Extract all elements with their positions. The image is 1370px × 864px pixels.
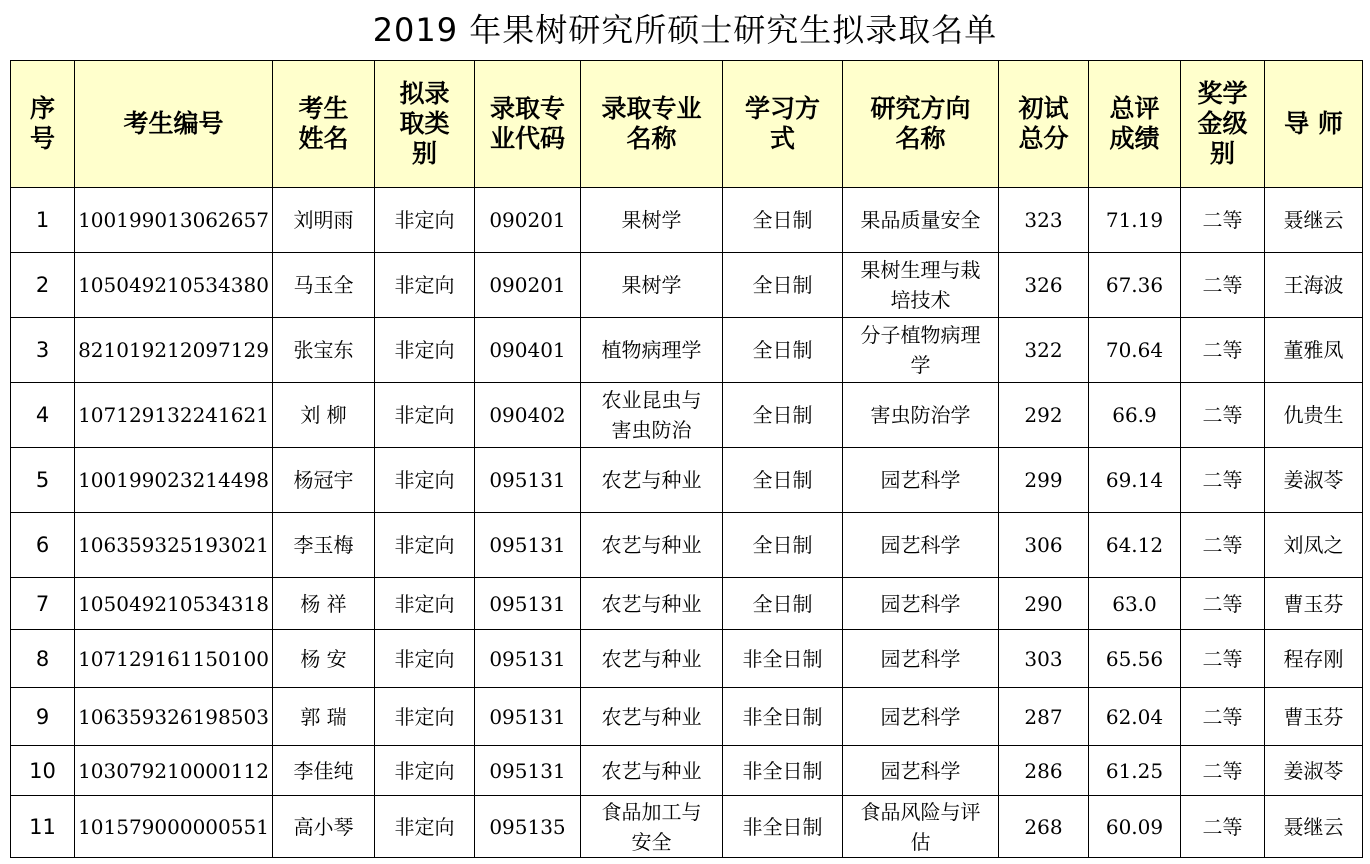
table-row xyxy=(11,630,1363,688)
cell-candidate-id xyxy=(75,448,273,513)
cell-candidate-id xyxy=(75,688,273,746)
cell-text: 65.56 xyxy=(1105,646,1164,671)
cell-supervisor xyxy=(1265,746,1363,796)
cell-major-code xyxy=(475,746,581,796)
cell-text: 园艺科学 xyxy=(880,758,961,783)
cell-research-direction xyxy=(843,688,999,746)
cell-text: 董雅凤 xyxy=(1283,338,1344,362)
table-row xyxy=(11,383,1363,448)
cell-text: 非全日制 xyxy=(742,758,823,783)
cell-text: 非定向 xyxy=(394,591,455,616)
cell-text: 全日制 xyxy=(752,533,813,557)
cell-major-code xyxy=(475,578,581,630)
cell-study-mode xyxy=(723,253,843,318)
cell-text: 69.14 xyxy=(1105,468,1164,492)
cell-text: 非全日制 xyxy=(742,814,823,839)
cell-text: 11 xyxy=(29,814,56,839)
cell-text: 张宝东 xyxy=(293,338,354,362)
cell-text: 292 xyxy=(1024,403,1063,427)
cell-scholarship xyxy=(1181,318,1265,383)
cell-text: 曹玉芬 xyxy=(1283,591,1344,616)
cell-text: 农艺与种业 xyxy=(601,758,702,783)
cell-text: 二等 xyxy=(1202,533,1243,557)
cell-text: 2 xyxy=(35,273,50,297)
cell-text: 二等 xyxy=(1202,704,1243,729)
cell-text: 二等 xyxy=(1202,403,1243,427)
column-header-candidate-id: 考生编号 xyxy=(75,61,273,188)
cell-initial-score xyxy=(999,630,1089,688)
cell-major-name xyxy=(581,796,723,858)
cell-text: 李玉梅 xyxy=(293,533,354,557)
cell-text: 分子植物病理 学 xyxy=(860,323,981,377)
cell-major-code xyxy=(475,318,581,383)
cell-text: 聂继云 xyxy=(1283,208,1344,232)
cell-name xyxy=(273,630,375,688)
cell-text: 农业昆虫与 害虫防治 xyxy=(601,388,702,442)
cell-major-code xyxy=(475,448,581,513)
cell-name xyxy=(273,746,375,796)
cell-scholarship xyxy=(1181,513,1265,578)
cell-text: 268 xyxy=(1024,814,1063,839)
cell-text: 71.19 xyxy=(1105,208,1164,232)
cell-major-code xyxy=(475,630,581,688)
cell-text: 园艺科学 xyxy=(880,591,961,616)
cell-major-name xyxy=(581,448,723,513)
cell-index xyxy=(11,188,75,253)
cell-initial-score xyxy=(999,746,1089,796)
cell-text: 105049210534318 xyxy=(78,591,269,616)
cell-text: 姜淑苓 xyxy=(1283,758,1344,783)
cell-text: 园艺科学 xyxy=(880,533,961,557)
page-title: 2019 年果树研究所硕士研究生拟录取名单 xyxy=(372,11,998,49)
table-row xyxy=(11,746,1363,796)
cell-text: 农艺与种业 xyxy=(601,646,702,671)
cell-text: 二等 xyxy=(1202,646,1243,671)
cell-text: 095131 xyxy=(489,591,566,616)
cell-research-direction xyxy=(843,746,999,796)
cell-text: 农艺与种业 xyxy=(601,533,702,557)
cell-study-mode xyxy=(723,578,843,630)
cell-text: 非定向 xyxy=(394,338,455,362)
cell-text: 全日制 xyxy=(752,273,813,297)
cell-text: 5 xyxy=(35,468,50,492)
cell-scholarship xyxy=(1181,578,1265,630)
cell-text: 二等 xyxy=(1202,758,1243,783)
cell-initial-score xyxy=(999,578,1089,630)
cell-candidate-id xyxy=(75,513,273,578)
cell-major-name xyxy=(581,746,723,796)
cell-overall-score xyxy=(1089,253,1181,318)
cell-major-code xyxy=(475,383,581,448)
cell-text: 非定向 xyxy=(394,208,455,232)
cell-text: 090402 xyxy=(489,403,566,427)
cell-text: 刘明雨 xyxy=(293,208,354,232)
cell-study-mode xyxy=(723,513,843,578)
cell-major-name xyxy=(581,318,723,383)
cell-text: 290 xyxy=(1024,591,1063,616)
cell-overall-score xyxy=(1089,630,1181,688)
cell-major-code xyxy=(475,188,581,253)
column-header-initial-score: 初试 总分 xyxy=(999,61,1089,188)
cell-text: 107129161150100 xyxy=(78,646,269,671)
cell-overall-score xyxy=(1089,796,1181,858)
cell-text: 全日制 xyxy=(752,403,813,427)
cell-initial-score xyxy=(999,318,1089,383)
cell-scholarship xyxy=(1181,383,1265,448)
cell-text: 4 xyxy=(35,403,50,427)
cell-text: 095131 xyxy=(489,758,566,783)
cell-admission-type xyxy=(375,448,475,513)
cell-candidate-id xyxy=(75,796,273,858)
cell-text: 095131 xyxy=(489,533,566,557)
cell-text: 非定向 xyxy=(394,646,455,671)
cell-text: 农艺与种业 xyxy=(601,704,702,729)
cell-supervisor xyxy=(1265,796,1363,858)
cell-text: 非全日制 xyxy=(742,646,823,671)
cell-overall-score xyxy=(1089,746,1181,796)
cell-text: 10 xyxy=(29,758,56,783)
cell-overall-score xyxy=(1089,448,1181,513)
cell-research-direction xyxy=(843,578,999,630)
cell-text: 66.9 xyxy=(1112,403,1157,427)
cell-text: 非全日制 xyxy=(742,704,823,729)
cell-text: 1 xyxy=(35,208,50,232)
cell-text: 090201 xyxy=(489,208,566,232)
cell-initial-score xyxy=(999,253,1089,318)
cell-text: 821019212097129 xyxy=(78,338,269,362)
cell-admission-type xyxy=(375,630,475,688)
cell-text: 郭 瑞 xyxy=(300,704,347,729)
column-header-overall-score: 总评 成绩 xyxy=(1089,61,1181,188)
cell-study-mode xyxy=(723,746,843,796)
cell-name xyxy=(273,513,375,578)
table-row xyxy=(11,513,1363,578)
cell-text: 刘凤之 xyxy=(1283,533,1344,557)
cell-admission-type xyxy=(375,383,475,448)
cell-text: 二等 xyxy=(1202,814,1243,839)
cell-index xyxy=(11,746,75,796)
cell-text: 非定向 xyxy=(394,468,455,492)
cell-scholarship xyxy=(1181,253,1265,318)
cell-scholarship xyxy=(1181,188,1265,253)
table-row xyxy=(11,448,1363,513)
cell-text: 高小琴 xyxy=(293,814,354,839)
cell-text: 322 xyxy=(1024,338,1063,362)
cell-text: 食品风险与评 估 xyxy=(860,799,981,854)
cell-name xyxy=(273,188,375,253)
admission-table xyxy=(10,60,1363,858)
cell-text: 106359325193021 xyxy=(78,533,269,557)
cell-text: 食品加工与 安全 xyxy=(601,799,702,854)
cell-text: 67.36 xyxy=(1105,273,1164,297)
cell-index xyxy=(11,688,75,746)
cell-overall-score xyxy=(1089,188,1181,253)
cell-candidate-id xyxy=(75,318,273,383)
cell-text: 杨 安 xyxy=(300,646,347,671)
cell-research-direction xyxy=(843,188,999,253)
cell-initial-score xyxy=(999,796,1089,858)
cell-text: 果树生理与栽 培技术 xyxy=(860,258,981,312)
column-header-major-name: 录取专业 名称 xyxy=(581,61,723,188)
cell-supervisor xyxy=(1265,188,1363,253)
cell-major-name xyxy=(581,513,723,578)
cell-text: 非定向 xyxy=(394,403,455,427)
cell-text: 仇贵生 xyxy=(1283,403,1344,427)
cell-text: 100199023214498 xyxy=(78,468,269,492)
cell-index xyxy=(11,513,75,578)
cell-text: 刘 柳 xyxy=(300,403,347,427)
cell-candidate-id xyxy=(75,253,273,318)
cell-text: 64.12 xyxy=(1105,533,1164,557)
cell-text: 曹玉芬 xyxy=(1283,704,1344,729)
cell-major-code xyxy=(475,513,581,578)
table-row xyxy=(11,188,1363,253)
cell-major-name xyxy=(581,253,723,318)
cell-text: 全日制 xyxy=(752,468,813,492)
cell-text: 326 xyxy=(1024,273,1063,297)
cell-study-mode xyxy=(723,318,843,383)
cell-candidate-id xyxy=(75,578,273,630)
cell-text: 100199013062657 xyxy=(78,208,269,232)
cell-candidate-id xyxy=(75,746,273,796)
cell-research-direction xyxy=(843,796,999,858)
cell-supervisor xyxy=(1265,383,1363,448)
cell-text: 全日制 xyxy=(752,208,813,232)
cell-text: 程存刚 xyxy=(1283,646,1344,671)
cell-text: 6 xyxy=(35,533,50,557)
cell-overall-score xyxy=(1089,513,1181,578)
cell-text: 299 xyxy=(1024,468,1063,492)
cell-text: 090201 xyxy=(489,273,566,297)
cell-text: 二等 xyxy=(1202,208,1243,232)
cell-index xyxy=(11,630,75,688)
cell-supervisor xyxy=(1265,253,1363,318)
cell-text: 李佳纯 xyxy=(293,758,354,783)
cell-admission-type xyxy=(375,318,475,383)
cell-text: 61.25 xyxy=(1105,758,1164,783)
cell-text: 非定向 xyxy=(394,533,455,557)
cell-scholarship xyxy=(1181,796,1265,858)
cell-index xyxy=(11,253,75,318)
cell-text: 非定向 xyxy=(394,814,455,839)
cell-study-mode xyxy=(723,188,843,253)
cell-overall-score xyxy=(1089,318,1181,383)
cell-text: 园艺科学 xyxy=(880,704,961,729)
cell-text: 王海波 xyxy=(1283,273,1344,297)
cell-text: 103079210000112 xyxy=(78,758,269,783)
cell-initial-score xyxy=(999,513,1089,578)
cell-text: 果树学 xyxy=(621,208,682,232)
cell-admission-type xyxy=(375,578,475,630)
table-row xyxy=(11,796,1363,858)
cell-text: 095135 xyxy=(489,814,566,839)
cell-supervisor xyxy=(1265,578,1363,630)
cell-candidate-id xyxy=(75,630,273,688)
cell-text: 姜淑苓 xyxy=(1283,468,1344,492)
cell-overall-score xyxy=(1089,688,1181,746)
column-header-study-mode: 学习方 式 xyxy=(723,61,843,188)
cell-research-direction xyxy=(843,383,999,448)
cell-scholarship xyxy=(1181,448,1265,513)
cell-research-direction xyxy=(843,630,999,688)
cell-text: 二等 xyxy=(1202,273,1243,297)
cell-text: 303 xyxy=(1024,646,1063,671)
cell-text: 095131 xyxy=(489,704,566,729)
column-header-admission-type: 拟录 取类 别 xyxy=(375,61,475,188)
cell-supervisor xyxy=(1265,688,1363,746)
cell-text: 植物病理学 xyxy=(601,338,702,362)
cell-supervisor xyxy=(1265,318,1363,383)
cell-name xyxy=(273,318,375,383)
column-header-supervisor: 导 师 xyxy=(1265,61,1363,188)
cell-candidate-id xyxy=(75,383,273,448)
cell-scholarship xyxy=(1181,746,1265,796)
column-header-research-direction: 研究方向 名称 xyxy=(843,61,999,188)
cell-study-mode xyxy=(723,448,843,513)
cell-text: 63.0 xyxy=(1112,591,1157,616)
cell-index xyxy=(11,796,75,858)
cell-major-name xyxy=(581,688,723,746)
cell-admission-type xyxy=(375,688,475,746)
table-row xyxy=(11,578,1363,630)
cell-text: 9 xyxy=(35,704,50,729)
cell-text: 害虫防治学 xyxy=(870,403,971,427)
cell-initial-score xyxy=(999,383,1089,448)
cell-major-name xyxy=(581,383,723,448)
cell-index xyxy=(11,318,75,383)
column-header-scholarship: 奖学 金级 别 xyxy=(1181,61,1265,188)
cell-text: 杨冠宇 xyxy=(293,468,354,492)
cell-research-direction xyxy=(843,448,999,513)
cell-text: 090401 xyxy=(489,338,566,362)
cell-admission-type xyxy=(375,746,475,796)
cell-text: 62.04 xyxy=(1105,704,1164,729)
cell-text: 杨 祥 xyxy=(300,591,347,616)
cell-index xyxy=(11,448,75,513)
cell-text: 聂继云 xyxy=(1283,814,1344,839)
column-header-name: 考生 姓名 xyxy=(273,61,375,188)
cell-text: 二等 xyxy=(1202,591,1243,616)
cell-index xyxy=(11,578,75,630)
cell-text: 二等 xyxy=(1202,468,1243,492)
cell-text: 园艺科学 xyxy=(880,468,961,492)
cell-text: 农艺与种业 xyxy=(601,591,702,616)
cell-study-mode xyxy=(723,383,843,448)
cell-name xyxy=(273,383,375,448)
cell-text: 60.09 xyxy=(1105,814,1164,839)
table-row xyxy=(11,688,1363,746)
cell-name xyxy=(273,688,375,746)
cell-text: 287 xyxy=(1024,704,1063,729)
cell-name xyxy=(273,796,375,858)
column-header-major-code: 录取专 业代码 xyxy=(475,61,581,188)
cell-initial-score xyxy=(999,688,1089,746)
cell-research-direction xyxy=(843,513,999,578)
cell-study-mode xyxy=(723,630,843,688)
cell-index xyxy=(11,383,75,448)
cell-text: 107129132241621 xyxy=(78,403,269,427)
cell-text: 106359326198503 xyxy=(78,704,269,729)
cell-supervisor xyxy=(1265,630,1363,688)
cell-scholarship xyxy=(1181,688,1265,746)
cell-study-mode xyxy=(723,796,843,858)
cell-name xyxy=(273,448,375,513)
cell-text: 095131 xyxy=(489,468,566,492)
cell-text: 286 xyxy=(1024,758,1063,783)
cell-admission-type xyxy=(375,513,475,578)
column-header-index: 序 号 xyxy=(11,61,75,188)
cell-admission-type xyxy=(375,188,475,253)
cell-overall-score xyxy=(1089,578,1181,630)
cell-major-name xyxy=(581,630,723,688)
cell-text: 7 xyxy=(35,591,50,616)
cell-initial-score xyxy=(999,448,1089,513)
cell-research-direction xyxy=(843,318,999,383)
cell-name xyxy=(273,253,375,318)
cell-major-name xyxy=(581,578,723,630)
cell-text: 70.64 xyxy=(1105,338,1164,362)
cell-text: 095131 xyxy=(489,646,566,671)
cell-text: 全日制 xyxy=(752,591,813,616)
cell-text: 园艺科学 xyxy=(880,646,961,671)
cell-text: 323 xyxy=(1024,208,1063,232)
cell-text: 农艺与种业 xyxy=(601,468,702,492)
table-row xyxy=(11,318,1363,383)
cell-text: 非定向 xyxy=(394,704,455,729)
cell-major-code xyxy=(475,253,581,318)
cell-major-code xyxy=(475,796,581,858)
cell-text: 马玉全 xyxy=(293,273,354,297)
cell-major-code xyxy=(475,688,581,746)
cell-text: 3 xyxy=(35,338,50,362)
cell-text: 105049210534380 xyxy=(78,273,269,297)
cell-major-name xyxy=(581,188,723,253)
cell-text: 非定向 xyxy=(394,758,455,783)
cell-supervisor xyxy=(1265,513,1363,578)
cell-text: 非定向 xyxy=(394,273,455,297)
cell-admission-type xyxy=(375,253,475,318)
cell-name xyxy=(273,578,375,630)
cell-scholarship xyxy=(1181,630,1265,688)
cell-text: 306 xyxy=(1024,533,1063,557)
cell-research-direction xyxy=(843,253,999,318)
cell-text: 果树学 xyxy=(621,273,682,297)
cell-initial-score xyxy=(999,188,1089,253)
cell-text: 101579000000551 xyxy=(78,814,269,839)
cell-text: 果品质量安全 xyxy=(860,208,981,232)
cell-candidate-id xyxy=(75,188,273,253)
table-row xyxy=(11,253,1363,318)
cell-text: 8 xyxy=(35,646,50,671)
cell-text: 全日制 xyxy=(752,338,813,362)
cell-study-mode xyxy=(723,688,843,746)
header-row xyxy=(11,61,1363,188)
cell-admission-type xyxy=(375,796,475,858)
cell-supervisor xyxy=(1265,448,1363,513)
cell-overall-score xyxy=(1089,383,1181,448)
cell-text: 二等 xyxy=(1202,338,1243,362)
